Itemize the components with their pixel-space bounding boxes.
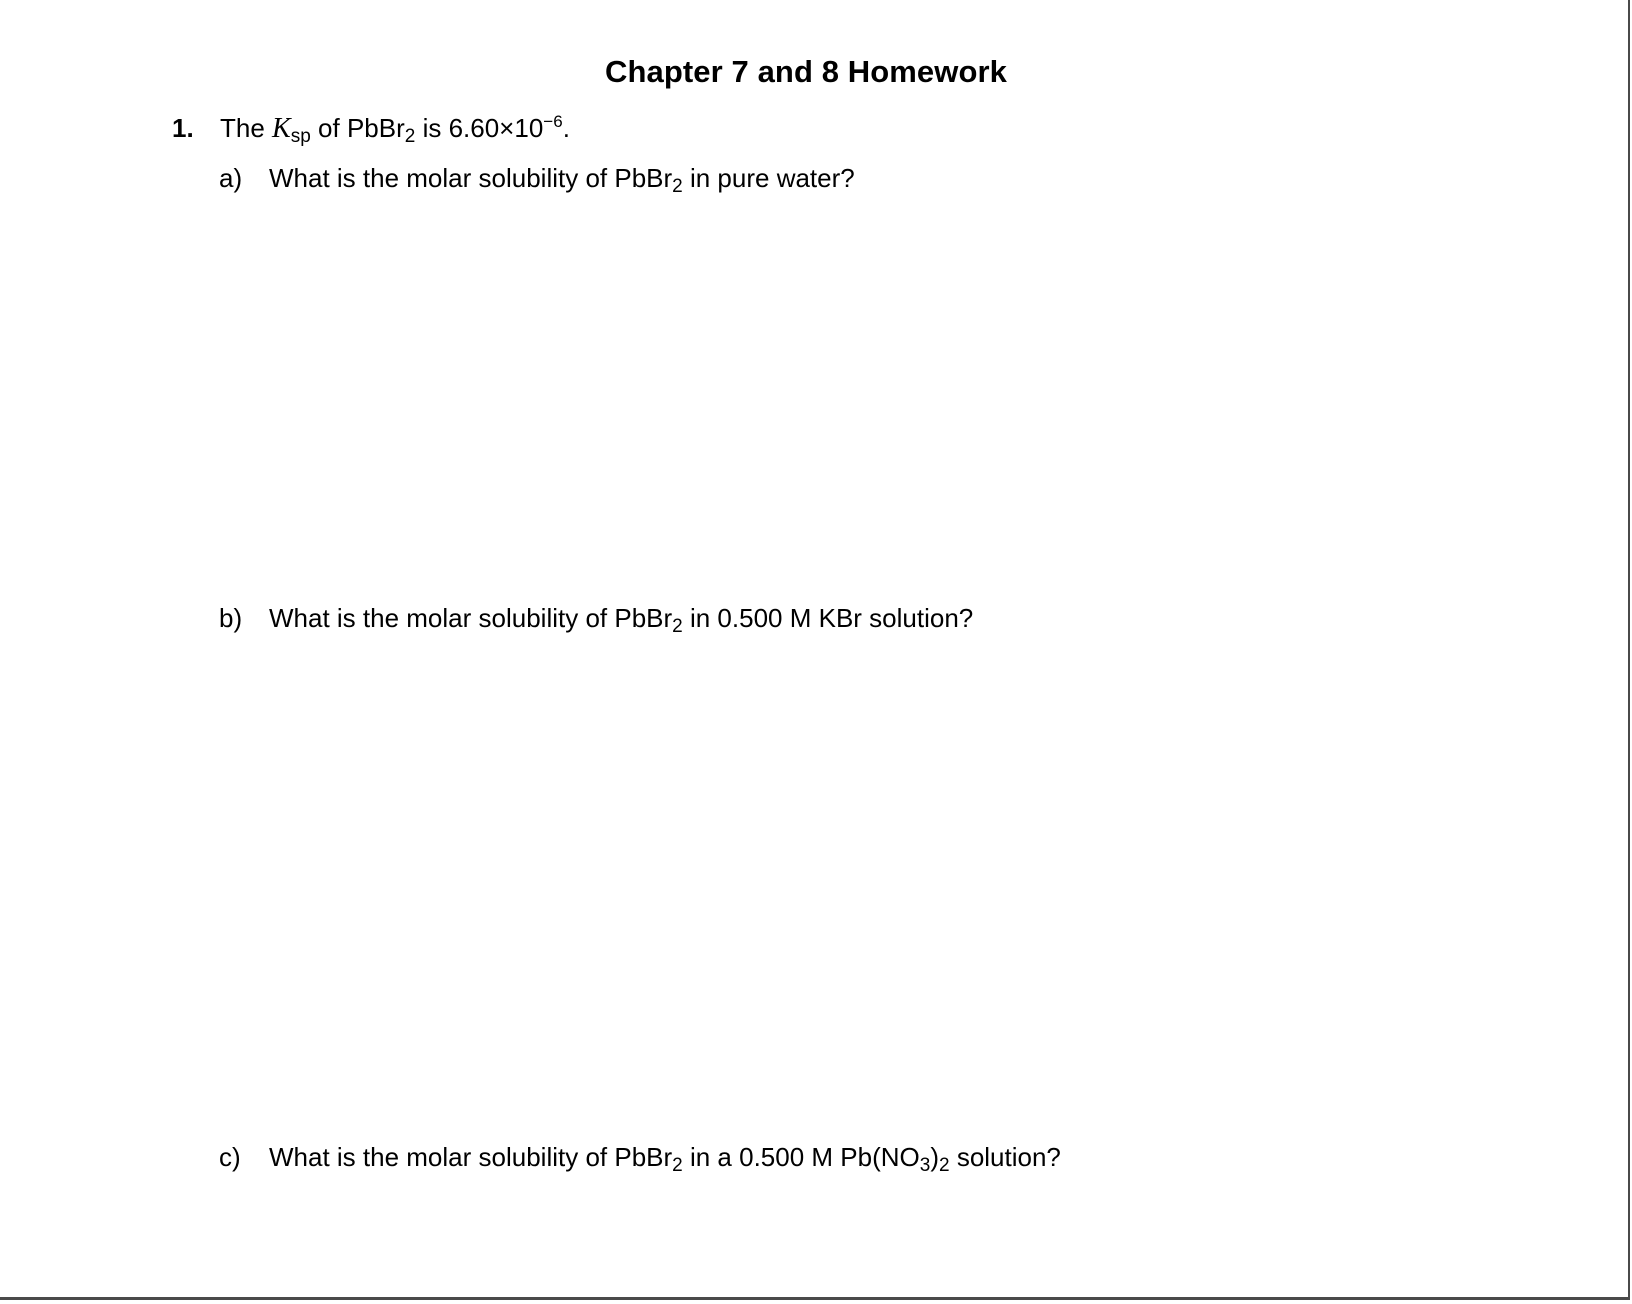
part-c-question (269, 1139, 1061, 1175)
page-title: Chapter 7 and 8 Homework (604, 54, 1008, 89)
part-b-question (269, 600, 973, 636)
question-number: 1. (172, 113, 194, 143)
part-a-text-before: What is the molar solubility of PbBr (269, 163, 673, 193)
part-b-subscript: 2 (672, 616, 683, 637)
question-intro-value: is 6.60×10 (422, 113, 544, 143)
k-letter: K (272, 113, 291, 144)
part-a-question (269, 160, 855, 196)
pbbr2-subscript: 2 (404, 126, 416, 147)
part-a-subscript: 2 (672, 176, 683, 197)
part-a-letter: a) (219, 163, 243, 193)
part-c-subscript-2: 3 (919, 1155, 931, 1176)
part-a-text-after: in pure water? (689, 163, 855, 193)
part-b-text-after: in 0.500 M KBr solution? (689, 603, 974, 633)
part-c-text-after: solution? (956, 1142, 1061, 1172)
question-intro-the: The (220, 113, 265, 143)
exponent: −6 (543, 112, 563, 131)
part-c-subscript-3: 2 (939, 1155, 950, 1176)
ksp-symbol (272, 113, 311, 147)
part-c-letter: c) (219, 1142, 241, 1172)
part-c-paren: ) (930, 1142, 939, 1172)
k-subscript: sp (290, 126, 311, 147)
part-c-text-mid: in a 0.500 M Pb(NO (689, 1142, 920, 1172)
part-c-text-before: What is the molar solubility of PbBr (269, 1142, 673, 1172)
part-b-text-before: What is the molar solubility of PbBr (269, 603, 673, 633)
question-intro-end: . (562, 113, 570, 143)
question-intro-of: of PbBr (318, 113, 405, 143)
part-c-subscript-1: 2 (672, 1155, 683, 1176)
part-b-letter: b) (219, 603, 243, 633)
question-1-text (220, 110, 570, 147)
